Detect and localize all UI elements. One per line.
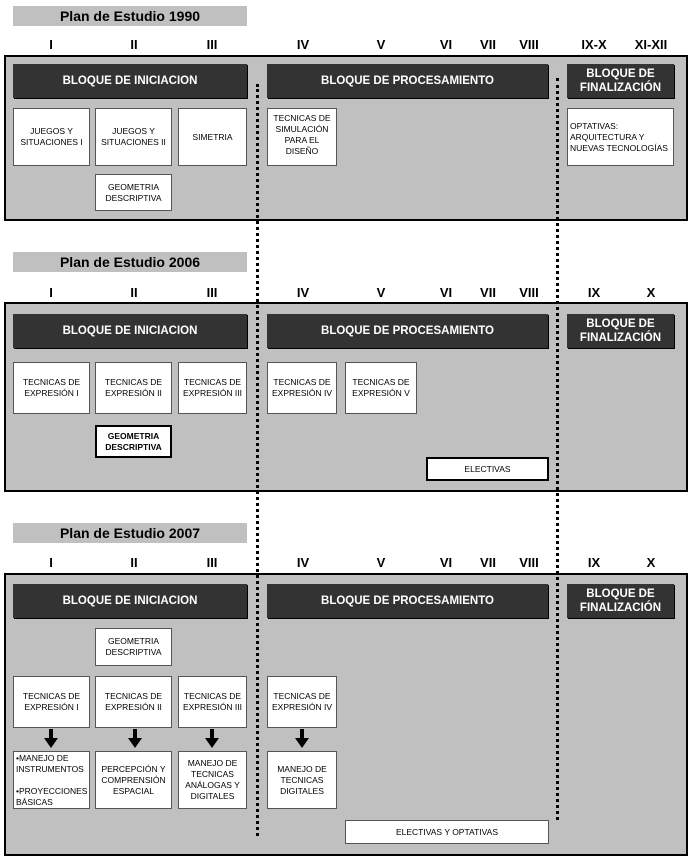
block-iniciacion: BLOQUE DE INICIACION — [13, 584, 247, 618]
block-finalizacion: BLOQUE DE FINALIZACIÓN — [567, 584, 674, 618]
course-manejo-digitales: MANEJO DE TECNICAS DIGITALES — [267, 751, 337, 809]
semester-label: III — [206, 37, 218, 52]
block-finalizacion: BLOQUE DE FINALIZACIÓN — [567, 64, 674, 98]
semester-label: IX-X — [581, 37, 607, 52]
plan-1990-title: Plan de Estudio 1990 — [13, 6, 247, 26]
course-geometria-descriptiva: GEOMETRIA DESCRIPTIVA — [95, 174, 172, 211]
plan-2007-title: Plan de Estudio 2007 — [13, 523, 247, 543]
course-manejo-instrumentos: •MANEJO DE INSTRUMENTOS •PROYECCIONES BÁSICAS — [13, 751, 90, 809]
semester-label: VIII — [519, 37, 539, 52]
semester-label: VI — [439, 285, 453, 300]
course-tecnicas-expresion-5: TECNICAS DE EXPRESIÓN V — [345, 362, 417, 414]
semester-label: X — [646, 285, 656, 300]
semester-label: III — [206, 285, 218, 300]
arrow-down-icon — [205, 729, 219, 749]
arrow-down-icon — [44, 729, 58, 749]
course-geometria-descriptiva: GEOMETRIA DESCRIPTIVA — [95, 628, 172, 666]
semester-label: V — [376, 37, 386, 52]
semester-label: IV — [296, 37, 310, 52]
course-tecnicas-expresion-2: TECNICAS DE EXPRESIÓN II — [95, 362, 172, 414]
semester-label: II — [130, 555, 138, 570]
semester-label: V — [376, 555, 386, 570]
semester-label: II — [130, 285, 138, 300]
block-procesamiento: BLOQUE DE PROCESAMIENTO — [267, 314, 548, 348]
course-electivas: ELECTIVAS — [426, 457, 549, 481]
semester-label: VIII — [519, 285, 539, 300]
course-electivas-optativas: ELECTIVAS Y OPTATIVAS — [345, 820, 549, 844]
semester-label: IX — [587, 285, 601, 300]
semester-label: IV — [296, 285, 310, 300]
course-juegos-situaciones-1: JUEGOS Y SITUACIONES I — [13, 108, 90, 166]
course-tecnicas-expresion-3: TECNICAS DE EXPRESIÓN III — [178, 676, 247, 728]
arrow-down-icon — [295, 729, 309, 749]
divider-iniciacion-procesamiento — [256, 84, 259, 836]
plan-2006-title: Plan de Estudio 2006 — [13, 252, 247, 272]
semester-label: VIII — [519, 555, 539, 570]
course-optativas: OPTATIVAS: ARQUITECTURA Y NUEVAS TECNOLOGÍAS — [567, 108, 674, 166]
semester-label: I — [49, 285, 53, 300]
course-juegos-situaciones-2: JUEGOS Y SITUACIONES II — [95, 108, 172, 166]
semester-label: V — [376, 285, 386, 300]
semester-label: I — [49, 555, 53, 570]
semester-label: VII — [480, 285, 496, 300]
course-tecnicas-expresion-2: TECNICAS DE EXPRESIÓN II — [95, 676, 172, 728]
course-tecnicas-expresion-1: TECNICAS DE EXPRESIÓN I — [13, 362, 90, 414]
course-tecnicas-expresion-4: TECNICAS DE EXPRESIÓN IV — [267, 362, 337, 414]
semester-label: VII — [480, 37, 496, 52]
block-procesamiento: BLOQUE DE PROCESAMIENTO — [267, 64, 548, 98]
course-simetria: SIMETRIA — [178, 108, 247, 166]
semester-label: IX — [587, 555, 601, 570]
semester-label: VI — [439, 37, 453, 52]
divider-procesamiento-finalizacion — [556, 78, 559, 820]
block-iniciacion: BLOQUE DE INICIACION — [13, 314, 247, 348]
semester-label: II — [130, 37, 138, 52]
semester-label: X — [646, 555, 656, 570]
semester-label: III — [206, 555, 218, 570]
semester-label: VI — [439, 555, 453, 570]
arrow-down-icon — [128, 729, 142, 749]
semester-label: IV — [296, 555, 310, 570]
course-manejo-analogas-digitales: MANEJO DE TECNICAS ANÁLOGAS Y DIGITALES — [178, 751, 247, 809]
block-iniciacion: BLOQUE DE INICIACION — [13, 64, 247, 98]
block-finalizacion: BLOQUE DE FINALIZACIÓN — [567, 314, 674, 348]
semester-label: XI-XII — [634, 37, 668, 52]
course-percepcion-espacial: PERCEPCIÓN Y COMPRENSIÓN ESPACIAL — [95, 751, 172, 809]
course-geometria-descriptiva: GEOMETRIA DESCRIPTIVA — [95, 425, 172, 458]
course-tecnicas-expresion-4: TECNICAS DE EXPRESIÓN IV — [267, 676, 337, 728]
course-tecnicas-expresion-3: TECNICAS DE EXPRESIÓN III — [178, 362, 247, 414]
semester-label: VII — [480, 555, 496, 570]
course-tecnicas-simulacion: TECNICAS DE SIMULACIÓN PARA EL DISEÑO — [267, 108, 337, 166]
block-procesamiento: BLOQUE DE PROCESAMIENTO — [267, 584, 548, 618]
semester-label: I — [49, 37, 53, 52]
course-tecnicas-expresion-1: TECNICAS DE EXPRESIÓN I — [13, 676, 90, 728]
